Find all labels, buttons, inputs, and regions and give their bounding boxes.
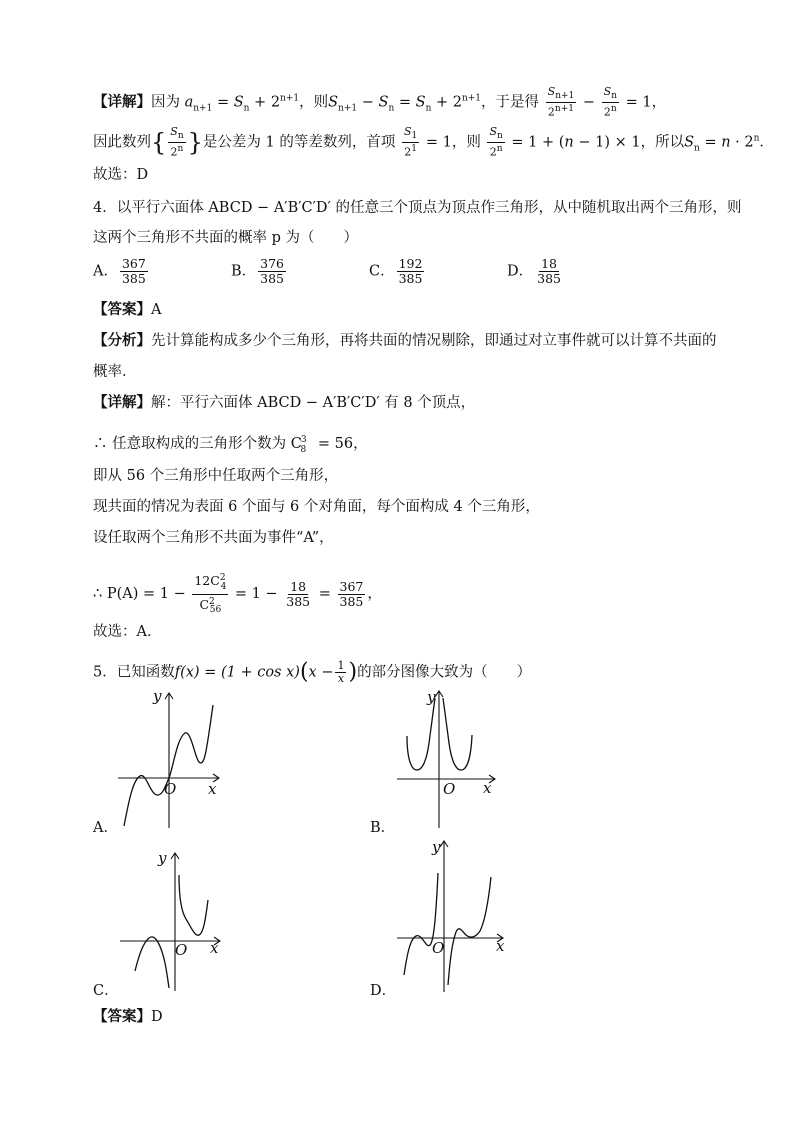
q4-analysis-line1: 【分析】先计算能构成多少个三角形，再将共面的情况剔除，即通过对立事件就可以计算不共面的: [93, 332, 717, 349]
q4-option-d[interactable]: D． $\frac{18}{385}$: [507, 256, 561, 286]
q4-probability-formula: ∴ P(A) = 1 − $\frac{12C^2_4}{C^2_{56}}$ = 1 − $\frac{18}{385}$ = $\frac{367}{385}$ ，: [93, 573, 382, 616]
q4-option-c[interactable]: C． $\frac{192}{385}$: [369, 256, 423, 286]
q3-explain-line1: 【详解】因为 $a_{n+1} = S_n + 2^{n+1}$，则$S_{n+1} - S_n = S_n + 2^{n+1}$，于是得 $\frac{S_{n+1}}{2^{n+1}}$ − $\frac{S_n}{2^n}$ = 1，: [93, 85, 667, 119]
q4-option-a[interactable]: A． $\frac{367}{385}$: [93, 256, 146, 286]
graph-b-origin-label: O: [443, 780, 456, 798]
q4-explain-line3: 即从 56 个三角形中任取两个三角形，: [93, 468, 339, 484]
graph-c-origin-label: O: [175, 941, 188, 959]
q5-graph-c[interactable]: [93, 845, 235, 999]
q4-explain-line2: ∴ 任意取构成的三角形个数为 $C^3_8 = 56$，: [93, 435, 368, 455]
graph-d-origin-label: O: [432, 939, 445, 957]
q5-graph-d[interactable]: [370, 835, 512, 999]
graph-d-y-label: y: [432, 838, 441, 856]
q4-option-b[interactable]: B． $\frac{376}{385}$: [231, 256, 285, 286]
q4-options: [93, 257, 754, 291]
q4-explain-line4: 现共面的情况为表面 6 个面与 6 个对角面，每个面构成 4 个三角形，: [93, 499, 540, 515]
graph-a-origin-label: O: [164, 780, 177, 798]
graph-b-option-label: B．: [370, 820, 396, 836]
graph-a-y-label: y: [153, 687, 162, 705]
q4-final: 故选：A．: [93, 624, 162, 640]
graph-c-option-label: C．: [93, 983, 119, 999]
explain-tag: 【详解】: [93, 93, 151, 111]
graph-d-option-label: D．: [370, 983, 397, 999]
graph-c-y-label: y: [158, 849, 167, 867]
q4-answer: 【答案】A: [93, 301, 162, 318]
q3-answer: 故选：D: [93, 167, 149, 183]
q4-stem-line1: 4．以平行六面体 ABCD − A′B′C′D′ 的任意三个顶点为顶点作三角形，从中随机取出两个三角形，则: [93, 200, 742, 216]
graph-d-x-label: x: [496, 937, 505, 955]
q5-answer: 【答案】D: [93, 1008, 163, 1025]
graph-c-x-label: x: [210, 939, 219, 957]
q4-explain-line1: 【详解】解：平行六面体 ABCD − A′B′C′D′ 有 8 个顶点，: [93, 394, 476, 411]
q5-stem: 5．已知函数f(x) = (1 + cos x)(x − $\frac{1}{x}$ )的部分图像大致为（ ）: [93, 659, 532, 685]
graph-b-y-label: y: [427, 688, 436, 706]
q5-graph-a[interactable]: [93, 687, 235, 837]
graph-a-option-label: A．: [93, 820, 118, 836]
graph-b-x-label: x: [483, 779, 492, 797]
graph-a-x-label: x: [208, 780, 217, 798]
q4-explain-line5: 设任取两个三角形不共面为事件“A”，: [93, 530, 334, 546]
q4-stem-line2: 这两个三角形不共面的概率 p 为（ ）: [93, 230, 358, 246]
q4-analysis-line2: 概率．: [93, 364, 137, 380]
q3-explain-line2: 因此数列{ $\frac{S_n}{2^n}$ }是公差为 1 的等差数列，首项 $\frac{S_1}{2^1}$ = 1，则 $\frac{S_n}{2^n}$ = 1 + (n − 1) × 1，所以$S_n = n \cdot 2^n$．: [93, 125, 774, 159]
q5-graph-b[interactable]: [370, 688, 512, 837]
